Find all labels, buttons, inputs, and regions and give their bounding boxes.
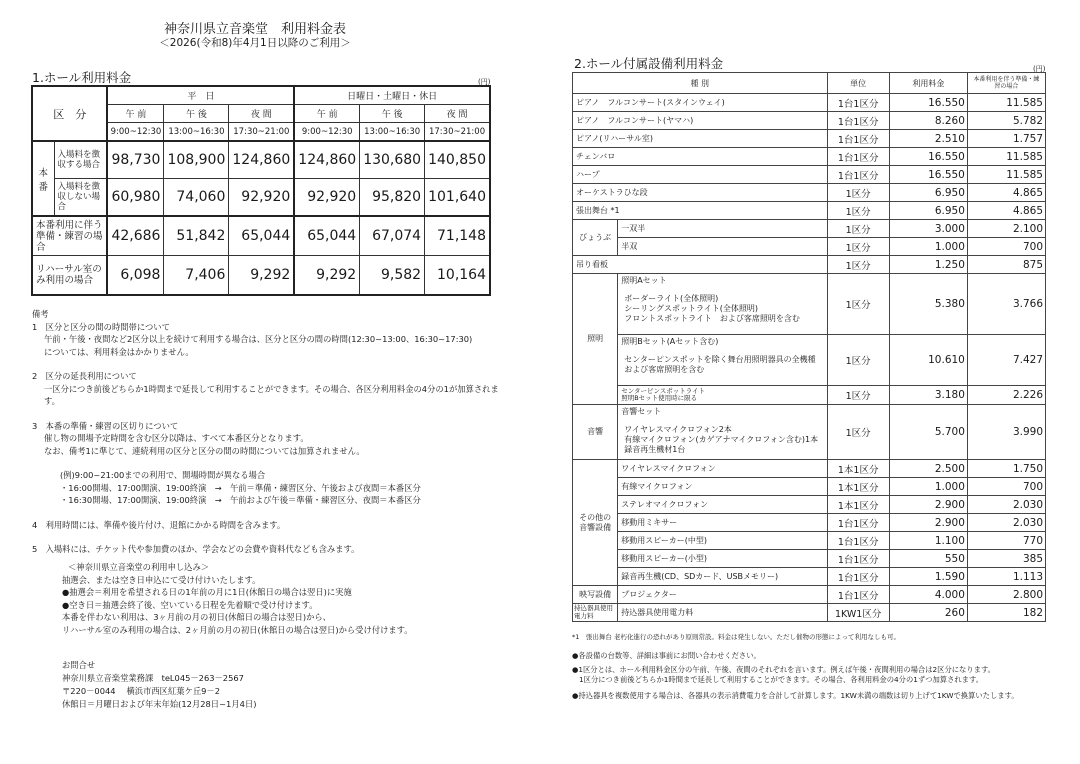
item-name: 張出舞台 *1: [573, 202, 828, 220]
item-title: センターピンスポットライト: [621, 386, 706, 395]
category-label: 照明: [573, 274, 618, 405]
table-row: [32, 141, 490, 179]
table-row: [32, 179, 490, 217]
period-header: 午 後: [164, 105, 229, 123]
fee-cell: 108,900: [164, 141, 229, 179]
period-header: 夜 間: [229, 105, 294, 123]
item-detail: ワイヤレスマイクロフォン2本: [624, 425, 732, 434]
note-text: なお、備考1に準じて、連続利用の区分と区分の間の時間については加算されません。: [44, 445, 365, 456]
table-row: [573, 130, 1046, 148]
note-text: 催し物の開場予定時間を含む区分以降は、すべて本番区分となります。: [44, 433, 309, 443]
item-name: ピアノ フルコンサート(ヤマハ): [573, 112, 828, 130]
section1-title: 1.ホール利用料金: [32, 70, 132, 85]
table-row: [573, 550, 1046, 568]
item-title: 音響セット: [621, 407, 662, 416]
item-unit: 1台1区分: [827, 94, 889, 112]
row-label: 本番利用に伴う準備・練習の場合: [32, 216, 107, 256]
fee-cell: 60,980: [107, 179, 164, 217]
item-prep-fee: 7.427: [967, 335, 1045, 386]
fee-cell: 51,842: [164, 216, 229, 256]
table-row: [573, 94, 1046, 112]
application-text: リハーサル室のみ利用の場合は、2ヶ月前の月の初日(休館日の場合は翌日)から受け付けます。: [62, 624, 413, 635]
section2-unit: (円): [1033, 65, 1046, 73]
item-unit: 1台1区分: [827, 112, 889, 130]
contact-org: 神奈川県立音楽堂業務課 teL045－263－2567: [62, 673, 244, 683]
item-unit: 1区分: [827, 220, 889, 238]
fee-cell: 9,292: [294, 256, 359, 296]
time-range: 17:30~21:00: [425, 123, 490, 142]
item-prep-fee: 5.782: [967, 112, 1045, 130]
category-label: 音響: [573, 405, 618, 460]
item-prep-fee: 2.030: [967, 496, 1045, 514]
page-subtitle: ＜2026(令和8)年4月1日以降のご利用＞: [159, 37, 351, 49]
item-name: ピアノ フルコンサート(スタインウェイ): [573, 94, 828, 112]
item-prep-fee: 2.800: [967, 586, 1045, 604]
item-name: 移動用スピーカー(小型): [618, 550, 827, 568]
row-label: 入場料を徴収する場合: [54, 141, 107, 179]
table-row: [573, 148, 1046, 166]
item-prep-fee: 2.226: [967, 386, 1045, 405]
item-unit: 1本1区分: [827, 478, 889, 496]
item-unit: 1台1区分: [827, 532, 889, 550]
item-unit: 1区分: [827, 335, 889, 386]
fee-cell: 42,686: [107, 216, 164, 256]
item-fee: 6.950: [889, 184, 967, 202]
fee-cell: 130,680: [360, 141, 425, 179]
table-row: [573, 532, 1046, 550]
item-prep-fee: 1.750: [967, 460, 1045, 478]
item-name: [618, 335, 827, 386]
item-fee: 550: [889, 550, 967, 568]
contact-heading: お問合せ: [62, 660, 96, 670]
item-unit: 1区分: [827, 238, 889, 256]
table-row: [573, 460, 1046, 478]
time-range: 13:00~16:30: [164, 123, 229, 142]
item-title: 照明Bセット(Aセット含む): [621, 337, 719, 346]
fee-cell: 124,860: [294, 141, 359, 179]
footnote: *1 張出舞台 老朽化進行の恐れがあり原則常設。料金は発生しない。ただし催物の形態によって利用なしも可。: [572, 633, 900, 641]
item-unit: 1KW1区分: [827, 604, 889, 622]
time-range: 13:00~16:30: [360, 123, 425, 142]
hall-fee-table: [31, 85, 491, 296]
item-name: ピアノ(リハーサル室): [573, 130, 828, 148]
category-label: びょうぶ: [573, 220, 618, 256]
fee-cell: 67,074: [360, 216, 425, 256]
item-fee: 1.000: [889, 478, 967, 496]
note-title: 3 本番の準備・練習の区切りについて: [32, 420, 179, 431]
item-fee: 2.510: [889, 130, 967, 148]
section2-title: 2.ホール付属設備利用料金: [574, 56, 724, 71]
table-row: [573, 335, 1046, 386]
time-range: 9:00~12:30: [294, 123, 359, 142]
item-detail: センターピンスポットを除く舞台用照明器具の全機種: [624, 355, 816, 364]
item-prep-fee: 875: [967, 256, 1045, 274]
item-unit: 1台1区分: [827, 166, 889, 184]
application-text: ●空き日＝抽選会終了後、空いている日程を先着順で受け付けます。: [62, 599, 318, 610]
table-row: [32, 216, 490, 256]
table-row: [573, 604, 1046, 622]
item-detail: 有線マイクロフォン(カゲアナマイクロフォン含む)1本: [624, 435, 819, 444]
note-example: ・16:30開場、17:00開演、19:00終演 → 午前および午後＝準備・練習区分、夜間＝本番区分: [60, 495, 421, 505]
note-bullet: 1区分につき前後どちらか1時間まで延長して利用することができます。その場合、各利用料金の4分の1ずつ加算されます。: [579, 675, 983, 684]
item-fee: 3.000: [889, 220, 967, 238]
item-fee: 1.100: [889, 532, 967, 550]
item-name: 一双半: [618, 220, 827, 238]
table-row: [573, 568, 1046, 586]
application-heading: ＜神奈川県立音楽堂の利用申し込み＞: [68, 562, 210, 572]
table-row: [573, 184, 1046, 202]
item-prep-fee: 3.990: [967, 405, 1045, 460]
item-name: 録音再生機(CD、SDカード、USBメモリー): [618, 568, 827, 586]
item-name: ワイヤレスマイクロフォン: [618, 460, 827, 478]
page-title: 神奈川県立音楽堂 利用料金表: [163, 22, 346, 37]
item-fee: 6.950: [889, 202, 967, 220]
application-text: 抽選会、または空き日申込にて受け付けいたします。: [62, 574, 261, 585]
table-row: [573, 166, 1046, 184]
table-row: [573, 496, 1046, 514]
item-prep-fee: 700: [967, 238, 1045, 256]
item-detail: ボーダーライト(全体照明): [624, 294, 719, 303]
fee-cell: 65,044: [229, 216, 294, 256]
period-header: 午 前: [294, 105, 359, 123]
item-name: [618, 405, 827, 460]
item-name: 有線マイクロフォン: [618, 478, 827, 496]
item-unit: 1区分: [827, 202, 889, 220]
fee-cell: 9,582: [360, 256, 425, 296]
application-text: 本番を伴わない利用は、3ヶ月前の月の初日(休館日の場合は翌日)から、: [62, 612, 331, 622]
item-prep-fee: 11.585: [967, 94, 1045, 112]
item-fee: 1.250: [889, 256, 967, 274]
item-fee: 16.550: [889, 166, 967, 184]
fee-cell: 7,406: [164, 256, 229, 296]
item-prep-fee: 3.766: [967, 274, 1045, 335]
fee-cell: 101,640: [425, 179, 490, 217]
contact-address: 〒220－0044 横浜市西区紅葉ケ丘9－2: [62, 686, 221, 696]
item-prep-fee: 700: [967, 478, 1045, 496]
fee-header: 利用料金: [889, 73, 967, 94]
item-unit: 1本1区分: [827, 496, 889, 514]
item-unit: 1区分: [827, 184, 889, 202]
item-detail: フロントスポットライト および客席照明を含む: [624, 314, 800, 323]
item-fee: 5.380: [889, 274, 967, 335]
item-fee: 5.700: [889, 405, 967, 460]
item-name: 移動用スピーカー(中型): [618, 532, 827, 550]
application-info: [62, 561, 413, 636]
fee-cell: 10,164: [425, 256, 490, 296]
item-prep-fee: 770: [967, 532, 1045, 550]
item-name: オーケストラひな段: [573, 184, 828, 202]
category-header: 区 分: [32, 86, 107, 141]
item-prep-fee: 11.585: [967, 148, 1045, 166]
item-prep-fee: 4.865: [967, 184, 1045, 202]
row-label: 入場料を徴収しない場合: [54, 179, 107, 217]
item-detail: および客席照明を含む: [624, 365, 705, 374]
contact-info: [62, 659, 256, 711]
note-example: (例)9:00~21:00までの利用で、開場時間が異なる場合: [60, 470, 266, 480]
item-title: 照明Aセット: [621, 276, 667, 285]
item-prep-fee: 11.585: [967, 166, 1045, 184]
item-unit: 1区分: [827, 256, 889, 274]
fee-cell: 65,044: [294, 216, 359, 256]
note-example: ・16:00開場、17:00開演、19:00終演 → 午前＝準備・練習区分、午後および夜間＝本番区分: [60, 482, 421, 493]
note-title: 1 区分と区分の間の時間帯について: [32, 321, 170, 332]
item-prep-fee: 2.030: [967, 514, 1045, 532]
equipment-notes: [572, 632, 1052, 701]
item-fee: 16.550: [889, 94, 967, 112]
item-fee: 2.500: [889, 460, 967, 478]
item-name: チェンバロ: [573, 148, 828, 166]
item-unit: 1台1区分: [827, 148, 889, 166]
note-text: 午前・午後・夜間など2区分以上を続けて利用する場合は、区分と区分の間の時間(12:30~13:00、16:30~17:30): [44, 334, 473, 344]
contact-closed-days: 休館日＝月曜日および年末年始(12月28日~1月4日): [62, 699, 257, 709]
item-name: ステレオマイクロフォン: [618, 496, 827, 514]
item-detail: 録音再生機材1台: [624, 445, 686, 454]
item-name: [618, 386, 827, 405]
honban-label: 本番: [32, 141, 54, 216]
kind-header: 種 別: [573, 73, 828, 94]
table-row: [573, 112, 1046, 130]
item-fee: 8.260: [889, 112, 967, 130]
holiday-header: 日曜日・土曜日・休日: [294, 86, 490, 105]
item-unit: 1台1区分: [827, 586, 889, 604]
item-name: 移動用ミキサー: [618, 514, 827, 532]
weekday-header: 平 日: [107, 86, 294, 105]
item-fee: 2.900: [889, 514, 967, 532]
item-unit: 1台1区分: [827, 568, 889, 586]
item-fee: 4.000: [889, 586, 967, 604]
item-fee: 260: [889, 604, 967, 622]
note-bullet: ●各設備の台数等、詳細は事前にお問い合わせください。: [572, 651, 761, 660]
item-name: 吊り看板: [573, 256, 828, 274]
item-unit: 1区分: [827, 386, 889, 405]
item-prep-fee: 385: [967, 550, 1045, 568]
item-fee: 1.000: [889, 238, 967, 256]
table-row: [573, 256, 1046, 274]
note-text: については、利用料金はかかりません。: [44, 346, 194, 357]
table-row: [573, 405, 1046, 460]
table-row: [573, 478, 1046, 496]
notes-heading: 備考: [32, 309, 49, 319]
item-name: ハープ: [573, 166, 828, 184]
period-header: 夜 間: [425, 105, 490, 123]
note-bullet: ●持込器具を複数使用する場合は、各器具の表示消費電力を合計して計算します。1KW未満の端数は切り上げて1KWで換算いたします。: [572, 691, 1019, 700]
table-row: [573, 586, 1046, 604]
item-prep-fee: 182: [967, 604, 1045, 622]
category-label: 映写設備: [573, 586, 618, 604]
prep-header: 本番利用を伴う準備・練習の場合: [967, 73, 1045, 94]
item-fee: 10.610: [889, 335, 967, 386]
time-range: 9:00~12:30: [107, 123, 164, 142]
fee-cell: 98,730: [107, 141, 164, 179]
table-row: [573, 386, 1046, 405]
table-row: [573, 202, 1046, 220]
item-unit: 1台1区分: [827, 514, 889, 532]
notes-section: [32, 308, 512, 556]
table-row: [32, 256, 490, 296]
item-prep-fee: 1.113: [967, 568, 1045, 586]
table-row: [573, 514, 1046, 532]
item-fee: 1.590: [889, 568, 967, 586]
item-name: [618, 274, 827, 335]
item-unit: 1本1区分: [827, 460, 889, 478]
item-detail: シーリングスポットライト(全体照明): [624, 304, 758, 313]
fee-cell: 140,850: [425, 141, 490, 179]
note-title: 2 区分の延長利用について: [32, 371, 137, 381]
period-header: 午 前: [107, 105, 164, 123]
period-header: 午 後: [360, 105, 425, 123]
fee-cell: 6,098: [107, 256, 164, 296]
application-text: ●抽選会＝利用を希望される日の1年前の月に1日(休館日の場合は翌日)に実施: [62, 587, 352, 597]
item-unit: 1区分: [827, 405, 889, 460]
fee-cell: 71,148: [425, 216, 490, 256]
unit-header: 単位: [827, 73, 889, 94]
table-row: [573, 274, 1046, 335]
item-prep-fee: 4.865: [967, 202, 1045, 220]
item-unit: 1区分: [827, 274, 889, 335]
item-name: 半双: [618, 238, 827, 256]
fee-cell: 124,860: [229, 141, 294, 179]
note-title: 5 入場料には、チケット代や参加費のほか、学会などの会費や資料代なども含みます。: [32, 544, 360, 554]
fee-cell: 92,920: [229, 179, 294, 217]
item-name: プロジェクター: [618, 586, 827, 604]
item-prep-fee: 2.100: [967, 220, 1045, 238]
row-label: リハーサル室のみ利用の場合: [32, 256, 107, 296]
note-title: 4 利用時間には、準備や後片付け、退館にかかる時間を含みます。: [32, 519, 286, 530]
table-row: [573, 238, 1046, 256]
table-row: [573, 220, 1046, 238]
item-unit: 1台1区分: [827, 130, 889, 148]
time-range: 17:30~21:00: [229, 123, 294, 142]
fee-cell: 74,060: [164, 179, 229, 217]
category-label: その他の音響設備: [573, 460, 618, 586]
section1-unit: (円): [478, 78, 491, 86]
item-name: 持込器具使用電力料: [618, 604, 827, 622]
item-fee: 2.900: [889, 496, 967, 514]
item-unit: 1台1区分: [827, 550, 889, 568]
equipment-fee-table: [572, 72, 1046, 622]
fee-cell: 92,920: [294, 179, 359, 217]
category-label: 持込器具使用電力料: [573, 604, 618, 622]
item-fee: 16.550: [889, 148, 967, 166]
item-fee: 3.180: [889, 386, 967, 405]
item-detail: 照明Bセット使用時に限る: [621, 394, 698, 402]
item-prep-fee: 1.757: [967, 130, 1045, 148]
fee-cell: 9,292: [229, 256, 294, 296]
note-text: 一区分につき前後どちらか1時間まで延長して利用することができます。その場合、各区分利用料金の4分の1が加算されます。: [44, 383, 499, 406]
fee-cell: 95,820: [360, 179, 425, 217]
note-bullet: ●1区分とは、ホール利用料金区分の午前、午後、夜間のそれぞれを言います。例えば午後・夜間利用の場合は2区分になります。: [572, 665, 995, 674]
